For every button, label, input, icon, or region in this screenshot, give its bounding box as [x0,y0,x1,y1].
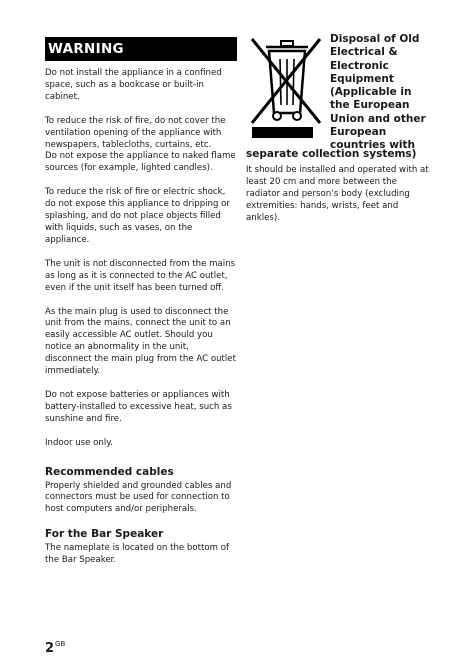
warning-title: WARNING [45,37,237,61]
warning-paragraph-5: The unit is not disconnected from the mains as long as it is connected to the AC outlet, even if the unit itself has been turned off. [45,258,236,293]
page-number [45,640,65,656]
bar-speaker-heading: For the Bar Speaker [45,528,164,541]
disposal-text: It should be installed and operated with at least 20 cm and more between the radiator and person’s body (excluding extremities: hands, wrists, feet and ankles). [246,165,429,223]
warning-paragraph-3: Do not expose the appliance to naked flame sources (for example, lighted candles). [45,151,236,174]
left-column [45,37,237,579]
warning-paragraph-8: Indoor use only. [45,437,113,448]
recommended-cables-text: Properly shielded and grounded cables and connectors must be used for connection to host computers and/or peripherals. [45,480,232,515]
page-number-suffix: GB [55,640,66,648]
bar-speaker-text: The nameplate is located on the bottom of the Bar Speaker. [45,543,230,566]
warning-paragraph-4: To reduce the risk of fire or electric shock, do not expose this appliance to dripping or splashing, and do not place objects filled with liquids, such as vases, on the appliance. [45,187,230,245]
warning-paragraph-6: As the main plug is used to disconnect the unit from the mains, connect the unit to an easily accessible AC outlet. Should you notice an abnormality in the unit, disconnect the main plug from the AC outlet immediately. [45,306,236,377]
warning-paragraph-2: To reduce the risk of fire, do not cover the ventilation opening of the appliance with newspapers, tablecloths, curtains, etc. [45,115,226,150]
crossed-out-wheelie-bin-icon [246,33,326,143]
warning-paragraph-7: Do not expose batteries or appliances with battery-installed to excessive heat, such as sunshine and fire. [45,389,232,424]
disposal-heading: Disposal of Old Electrical & Electronic Equipment (Applicable in the European Union and other European countries with [330,33,426,152]
page-number-value: 2 [45,641,55,656]
disposal-heading-tail: separate collection systems) [246,148,417,160]
warning-paragraph-1: Do not install the appliance in a confined space, such as a bookcase or built-in cabinet. [45,68,222,102]
recommended-cables-heading: Recommended cables [45,465,174,478]
